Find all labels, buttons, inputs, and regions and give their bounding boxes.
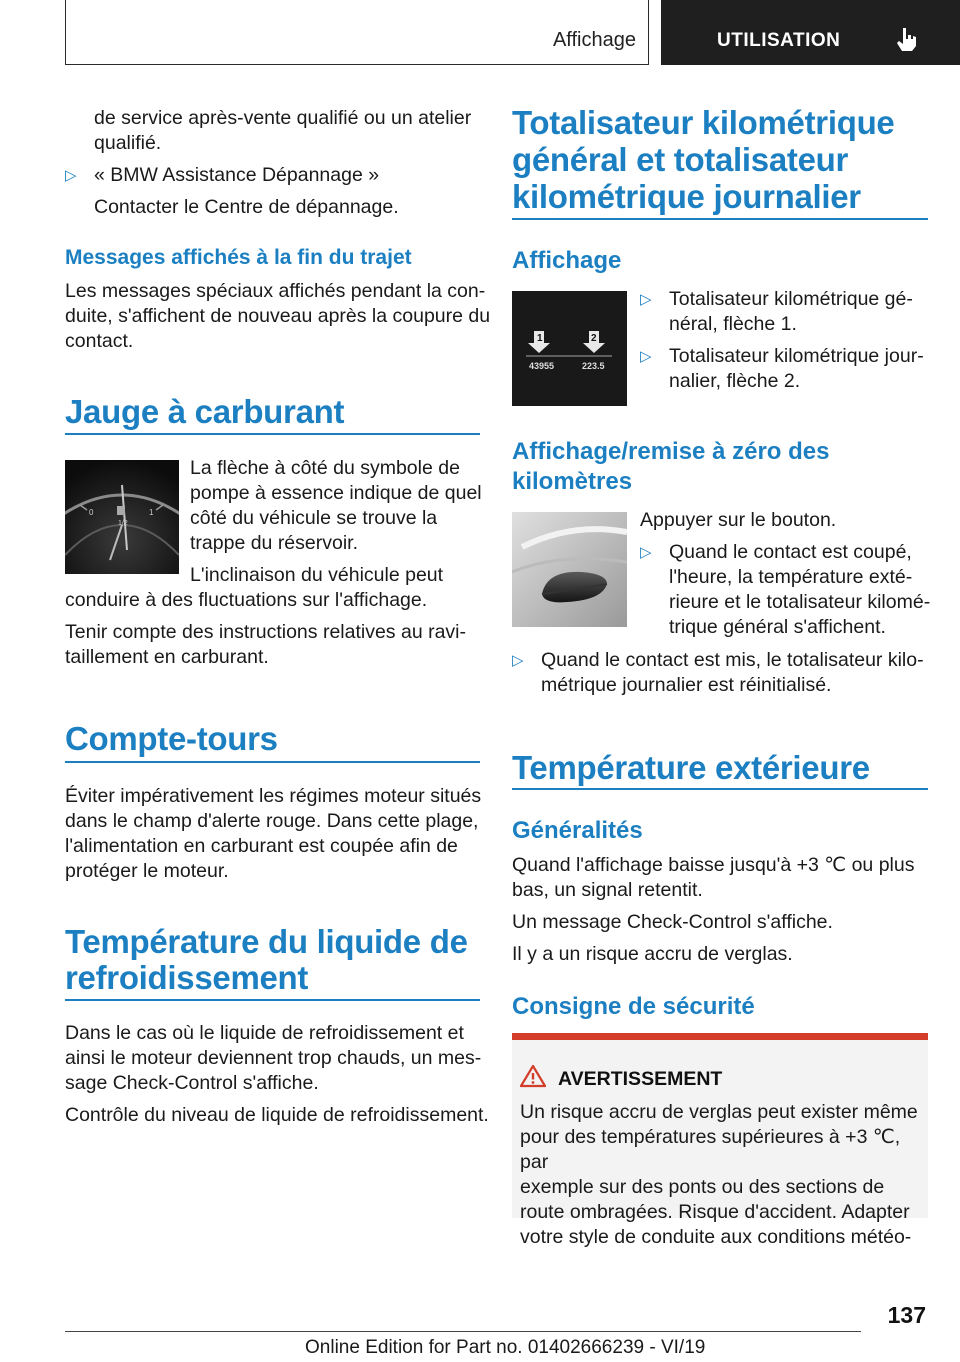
heading-remise-zero-1: Affichage/remise à zéro des xyxy=(512,438,830,465)
odometer-total-value: 43955 xyxy=(529,361,555,371)
heading-totalisateur-2: général et totalisateur xyxy=(512,141,849,178)
gauge-mark-half: 1/2 xyxy=(118,520,128,527)
heading-messages-fin-trajet: Messages affichés à la fin du trajet xyxy=(65,246,412,269)
compte-line-4: protéger le moteur. xyxy=(65,860,229,882)
jauge-line-6: conduire à des fluctuations sur l'affichage. xyxy=(65,589,428,611)
reset-bullet-1-line-4: trique général s'affichent. xyxy=(669,616,886,638)
heading-rule xyxy=(512,218,928,220)
temp-line-4: Contrôle du niveau de liquide de refroidissement. xyxy=(65,1104,489,1126)
gauge-mark-1: 1 xyxy=(149,508,154,517)
messages-line-1: Les messages spéciaux affichés pendant la con‐ xyxy=(65,280,486,302)
compte-line-3: l'alimentation en carburant est coupée afin de xyxy=(65,835,458,857)
affichage-bullet-2-line-1: Totalisateur kilométrique jour‐ xyxy=(669,345,924,367)
bullet-bmw-assistance-text: Contacter le Centre de dépannage. xyxy=(94,196,399,218)
heading-rule xyxy=(65,761,480,763)
heading-compte-tours: Compte-tours xyxy=(65,720,278,757)
bullet-bmw-assistance: « BMW Assistance Dépannage » xyxy=(94,164,380,186)
heading-jauge-carburant: Jauge à carburant xyxy=(65,393,345,430)
warning-line-2: pour des températures supérieures à +3 ℃, par xyxy=(520,1126,901,1173)
reset-bullet-1-line-3: rieure et le totalisateur kilomé‐ xyxy=(669,591,931,613)
generalites-line-1: Quand l'affichage baisse jusqu'à +3 ℃ ou plus xyxy=(512,854,915,876)
affichage-bullet-2-line-2: nalier, flèche 2. xyxy=(669,370,801,392)
heading-totalisateur-3: kilométrique journalier xyxy=(512,178,861,215)
affichage-bullet-1-line-2: néral, flèche 1. xyxy=(669,313,797,335)
affichage-bullet-1-line-1: Totalisateur kilométrique gé‐ xyxy=(669,288,913,310)
reset-bullet-2-line-1: Quand le contact est mis, le totalisateur kilo‐ xyxy=(541,649,924,671)
header-chapter-title: UTILISATION xyxy=(717,30,841,51)
heading-affichage: Affichage xyxy=(512,247,622,274)
footer-rule xyxy=(65,1331,861,1332)
warning-line-5: votre style de conduite aux conditions météo‐ xyxy=(520,1226,912,1248)
footer-edition: Online Edition for Part no. 01402666239 - VI/19 xyxy=(305,1337,706,1358)
bullet-triangle-icon: ▷ xyxy=(640,291,652,308)
odometer-arrow-1-label: 1 xyxy=(537,333,543,344)
reset-button-image xyxy=(512,512,627,627)
header-section-title: Affichage xyxy=(552,29,636,51)
generalites-line-2: bas, un signal retentit. xyxy=(512,879,703,901)
jauge-line-2: pompe à essence indique de quel xyxy=(190,482,482,504)
temp-line-1: Dans le cas où le liquide de refroidissement et xyxy=(65,1022,464,1044)
heading-rule xyxy=(512,788,928,790)
heading-temperature-exterieure: Température extérieure xyxy=(512,749,870,786)
header-section-box xyxy=(65,0,649,65)
reset-instruction: Appuyer sur le bouton. xyxy=(640,509,837,531)
messages-line-2: duite, s'affichent de nouveau après la coupure du xyxy=(65,305,491,327)
reset-bullet-1-line-1: Quand le contact est coupé, xyxy=(669,541,912,563)
warning-text xyxy=(520,1100,925,1250)
warning-line-4: route ombragées. Risque d'accident. Adapter xyxy=(520,1201,910,1223)
heading-temp-liquide-1: Température du liquide de xyxy=(65,923,468,960)
jauge-line-3: côté du véhicule se trouve la xyxy=(190,507,438,529)
generalites-line-4: Il y a un risque accru de verglas. xyxy=(512,943,793,965)
heading-consigne-securite: Consigne de sécurité xyxy=(512,993,755,1020)
jauge-line-4: trappe du réservoir. xyxy=(190,532,359,554)
gauge-mark-0: 0 xyxy=(89,508,94,517)
odometer-image xyxy=(512,291,627,406)
generalites-line-3: Un message Check-Control s'affiche. xyxy=(512,911,833,933)
warning-box xyxy=(512,1033,928,1248)
jauge-line-1: La flèche à côté du symbole de xyxy=(190,457,460,479)
heading-totalisateur-1: Totalisateur kilométrique xyxy=(512,104,895,141)
compte-line-1: Éviter impérativement les régimes moteur situés xyxy=(65,785,482,807)
temp-line-2: ainsi le moteur deviennent trop chauds, un mes‐ xyxy=(65,1047,482,1069)
compte-line-2: dans le champ d'alerte rouge. Dans cette plage, xyxy=(65,810,479,832)
warning-line-3: exemple sur des ponts ou des sections de xyxy=(520,1176,885,1198)
fuel-gauge-image xyxy=(65,460,179,574)
warning-line-1: Un risque accru de verglas peut exister même xyxy=(520,1101,918,1123)
jauge-line-5: L'inclinaison du véhicule peut xyxy=(190,564,444,586)
bullet-triangle-icon: ▷ xyxy=(512,652,524,669)
intro-line-2: qualifié. xyxy=(94,132,162,154)
bullet-triangle-icon: ▷ xyxy=(65,167,77,184)
bullet-triangle-icon: ▷ xyxy=(640,544,652,561)
odometer-trip-value: 223.5 xyxy=(582,361,605,371)
heading-generalites: Généralités xyxy=(512,817,643,844)
heading-temp-liquide-2: refroidissement xyxy=(65,959,309,996)
heading-rule xyxy=(65,999,480,1001)
messages-line-3: contact. xyxy=(65,330,134,352)
page-number: 137 xyxy=(887,1302,926,1328)
reset-bullet-2-line-2: métrique journalier est réinitialisé. xyxy=(541,674,832,696)
warning-triangle-icon xyxy=(520,1064,546,1088)
intro-line-1: de service après-vente qualifié ou un atelier xyxy=(94,107,472,129)
hand-pointer-icon xyxy=(894,26,920,52)
temp-line-3: sage Check-Control s'affiche. xyxy=(65,1072,319,1094)
reset-bullet-1-line-2: l'heure, la température exté‐ xyxy=(669,566,913,588)
jauge-line-8: taillement en carburant. xyxy=(65,646,269,668)
heading-remise-zero-2: kilomètres xyxy=(512,468,633,495)
jauge-line-7: Tenir compte des instructions relatives au ravi‐ xyxy=(65,621,466,643)
bullet-triangle-icon: ▷ xyxy=(640,348,652,365)
header-chapter-box xyxy=(661,0,960,65)
heading-rule xyxy=(65,433,480,435)
warning-title: AVERTISSEMENT xyxy=(558,1068,723,1090)
odometer-arrow-2-label: 2 xyxy=(591,333,597,344)
